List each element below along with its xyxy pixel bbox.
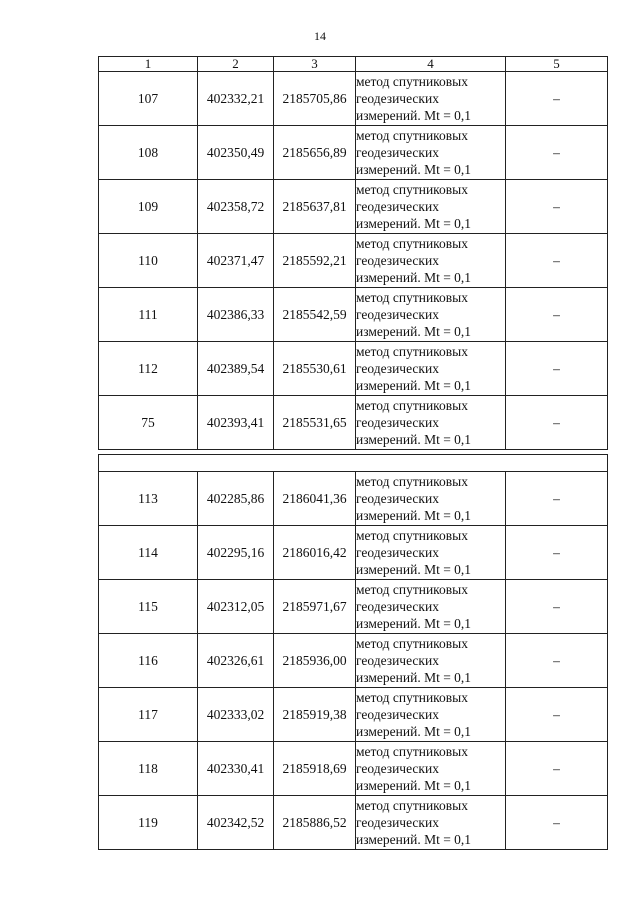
- coordinate-y: 2185886,52: [274, 796, 356, 850]
- point-number: 115: [99, 580, 198, 634]
- method-line: метод спутниковых: [356, 528, 468, 543]
- coordinate-y: 2185705,86: [274, 72, 356, 126]
- measurement-method: [356, 526, 506, 580]
- table-row: [99, 180, 608, 234]
- point-number: 110: [99, 234, 198, 288]
- coordinate-x: 402358,72: [198, 180, 274, 234]
- column-header: 1: [99, 57, 198, 72]
- method-line: геодезических: [356, 145, 439, 160]
- table-row: [99, 72, 608, 126]
- method-line: измерений. Mt = 0,1: [356, 508, 472, 523]
- measurement-method: [356, 72, 506, 126]
- group-separator-row: [99, 455, 608, 472]
- point-number: 119: [99, 796, 198, 850]
- coordinate-x: 402295,16: [198, 526, 274, 580]
- coordinate-y: 2185530,61: [274, 342, 356, 396]
- coordinate-x: 402350,49: [198, 126, 274, 180]
- method-line: измерений. Mt = 0,1: [356, 670, 472, 685]
- table-row: [99, 688, 608, 742]
- method-line: геодезических: [356, 599, 439, 614]
- table-row: [99, 396, 608, 450]
- coordinate-x: 402393,41: [198, 396, 274, 450]
- point-number: 117: [99, 688, 198, 742]
- coordinate-y: 2185918,69: [274, 742, 356, 796]
- coordinate-y: 2185919,38: [274, 688, 356, 742]
- coordinate-x: 402312,05: [198, 580, 274, 634]
- coordinate-x: 402333,02: [198, 688, 274, 742]
- column-header: 3: [274, 57, 356, 72]
- coordinate-y: 2185637,81: [274, 180, 356, 234]
- note-cell: –: [506, 634, 608, 688]
- method-line: геодезических: [356, 253, 439, 268]
- point-number: 118: [99, 742, 198, 796]
- note-cell: –: [506, 742, 608, 796]
- column-header: 5: [506, 57, 608, 72]
- note-cell: –: [506, 796, 608, 850]
- coordinate-y: 2185531,65: [274, 396, 356, 450]
- measurement-method: [356, 180, 506, 234]
- method-line: измерений. Mt = 0,1: [356, 108, 472, 123]
- coordinate-y: 2185542,59: [274, 288, 356, 342]
- measurement-method: [356, 580, 506, 634]
- note-cell: –: [506, 396, 608, 450]
- note-cell: –: [506, 580, 608, 634]
- method-line: геодезических: [356, 491, 439, 506]
- note-cell: –: [506, 234, 608, 288]
- coordinates-table: [98, 56, 608, 850]
- method-line: измерений. Mt = 0,1: [356, 832, 472, 847]
- measurement-method: [356, 796, 506, 850]
- table-row: [99, 126, 608, 180]
- method-line: метод спутниковых: [356, 74, 468, 89]
- point-number: 113: [99, 472, 198, 526]
- method-line: метод спутниковых: [356, 744, 468, 759]
- table-row: [99, 472, 608, 526]
- coordinate-x: 402285,86: [198, 472, 274, 526]
- point-number: 109: [99, 180, 198, 234]
- method-line: геодезических: [356, 361, 439, 376]
- coordinate-x: 402389,54: [198, 342, 274, 396]
- table-row: [99, 580, 608, 634]
- measurement-method: [356, 342, 506, 396]
- note-cell: –: [506, 472, 608, 526]
- method-line: геодезических: [356, 545, 439, 560]
- method-line: измерений. Mt = 0,1: [356, 162, 472, 177]
- method-line: геодезических: [356, 815, 439, 830]
- table-row: [99, 526, 608, 580]
- measurement-method: [356, 634, 506, 688]
- coordinate-y: 2185971,67: [274, 580, 356, 634]
- method-line: метод спутниковых: [356, 236, 468, 251]
- coordinate-x: 402326,61: [198, 634, 274, 688]
- table-row: [99, 234, 608, 288]
- method-line: измерений. Mt = 0,1: [356, 562, 472, 577]
- table-row: [99, 796, 608, 850]
- method-line: метод спутниковых: [356, 182, 468, 197]
- coordinate-x: 402332,21: [198, 72, 274, 126]
- coordinate-x: 402330,41: [198, 742, 274, 796]
- method-line: метод спутниковых: [356, 690, 468, 705]
- table-row: [99, 742, 608, 796]
- measurement-method: [356, 688, 506, 742]
- method-line: метод спутниковых: [356, 636, 468, 651]
- measurement-method: [356, 472, 506, 526]
- measurement-method: [356, 288, 506, 342]
- method-line: метод спутниковых: [356, 344, 468, 359]
- coordinate-y: 2185592,21: [274, 234, 356, 288]
- point-number: 114: [99, 526, 198, 580]
- coordinate-y: 2186016,42: [274, 526, 356, 580]
- method-line: геодезических: [356, 653, 439, 668]
- method-line: метод спутниковых: [356, 290, 468, 305]
- method-line: геодезических: [356, 199, 439, 214]
- point-number: 112: [99, 342, 198, 396]
- method-line: метод спутниковых: [356, 128, 468, 143]
- note-cell: –: [506, 72, 608, 126]
- method-line: метод спутниковых: [356, 398, 468, 413]
- column-header: 4: [356, 57, 506, 72]
- method-line: измерений. Mt = 0,1: [356, 216, 472, 231]
- coordinate-x: 402371,47: [198, 234, 274, 288]
- coordinate-x: 402386,33: [198, 288, 274, 342]
- method-line: измерений. Mt = 0,1: [356, 616, 472, 631]
- point-number: 111: [99, 288, 198, 342]
- note-cell: –: [506, 526, 608, 580]
- table-row: [99, 634, 608, 688]
- method-line: геодезических: [356, 307, 439, 322]
- column-header: 2: [198, 57, 274, 72]
- coordinate-x: 402342,52: [198, 796, 274, 850]
- method-line: геодезических: [356, 91, 439, 106]
- method-line: геодезических: [356, 761, 439, 776]
- measurement-method: [356, 234, 506, 288]
- method-line: измерений. Mt = 0,1: [356, 324, 472, 339]
- note-cell: –: [506, 688, 608, 742]
- measurement-method: [356, 126, 506, 180]
- note-cell: –: [506, 342, 608, 396]
- measurement-method: [356, 396, 506, 450]
- coordinate-y: 2186041,36: [274, 472, 356, 526]
- point-number: 116: [99, 634, 198, 688]
- coordinate-y: 2185656,89: [274, 126, 356, 180]
- table-row: [99, 288, 608, 342]
- measurement-method: [356, 742, 506, 796]
- method-line: измерений. Mt = 0,1: [356, 724, 472, 739]
- method-line: измерений. Mt = 0,1: [356, 378, 472, 393]
- point-number: 107: [99, 72, 198, 126]
- method-line: геодезических: [356, 415, 439, 430]
- method-line: измерений. Mt = 0,1: [356, 270, 472, 285]
- method-line: измерений. Mt = 0,1: [356, 778, 472, 793]
- method-line: измерений. Mt = 0,1: [356, 432, 472, 447]
- method-line: метод спутниковых: [356, 798, 468, 813]
- method-line: метод спутниковых: [356, 474, 468, 489]
- point-number: 75: [99, 396, 198, 450]
- page-number: 14: [314, 29, 326, 43]
- note-cell: –: [506, 126, 608, 180]
- coordinate-y: 2185936,00: [274, 634, 356, 688]
- point-number: 108: [99, 126, 198, 180]
- note-cell: –: [506, 288, 608, 342]
- note-cell: –: [506, 180, 608, 234]
- method-line: геодезических: [356, 707, 439, 722]
- table-row: [99, 342, 608, 396]
- table-header-row: [99, 57, 608, 72]
- method-line: метод спутниковых: [356, 582, 468, 597]
